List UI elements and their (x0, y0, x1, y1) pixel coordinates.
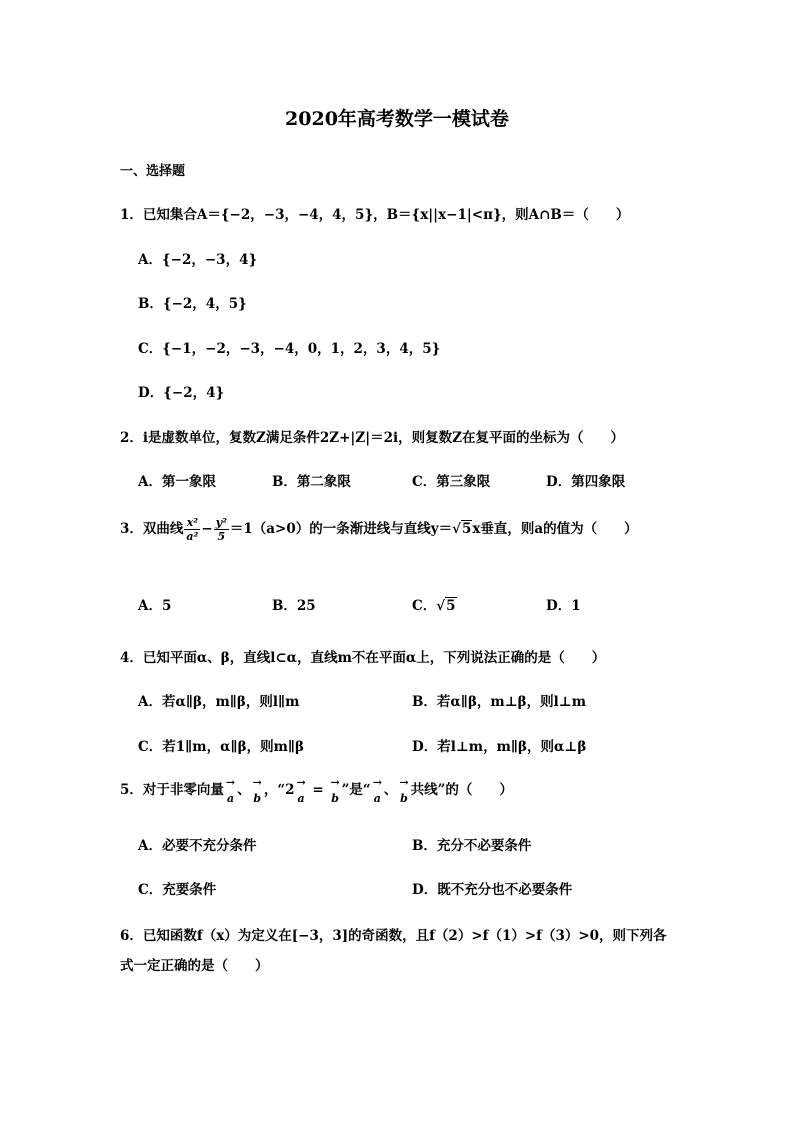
question-3-mid: 1（a>0）的一条渐进线与直线y＝ (243, 521, 453, 537)
vector-letter: b (331, 792, 339, 805)
question-2-option-d: D．第四象限 (546, 474, 626, 490)
question-5-option-b: B．充分不必要条件 (412, 838, 532, 854)
vector-arrow: → (225, 776, 236, 789)
question-3-option-c (412, 594, 457, 614)
separator: 、 (237, 782, 251, 798)
question-5-quote-end: 共线”的（ ） (410, 782, 513, 798)
vector-a (226, 778, 235, 804)
vector-a (297, 778, 306, 804)
question-3-option-a: A．5 (138, 598, 172, 614)
question-5-condition-start: ，“2 (263, 782, 295, 798)
vector-arrow: → (330, 776, 340, 789)
question-4-option-d: D．若l⊥m，m∥β，则α⊥β (412, 739, 587, 755)
question-4-option-b: B．若α∥β，m⊥β，则l⊥m (412, 694, 586, 710)
fraction-y-over-5 (214, 516, 229, 543)
question-5-option-c: C．充要条件 (138, 882, 217, 898)
question-5-option-a: A．必要不充分条件 (138, 838, 257, 854)
vector-letter: a (226, 792, 235, 805)
option-c-label: C． (412, 598, 437, 614)
vector-arrow: → (372, 776, 382, 789)
sqrt-radicand: 5 (446, 598, 456, 614)
question-5-prefix: 5．对于非零向量 (120, 782, 224, 798)
sqrt-expression: √5 (436, 598, 456, 614)
fraction-numerator: y² (215, 516, 227, 529)
vector-a (373, 778, 382, 804)
question-3-prefix: 3．双曲线 (120, 521, 184, 537)
separator: 、 (383, 782, 398, 798)
question-1-option-d: D．{−2，4} (138, 385, 225, 401)
question-2-option-a: A．第一象限 (138, 474, 216, 490)
question-1-stem: 1．已知集合A＝{−2，−3，−4，4，5}，B＝{x||x−1|<π}，则A∩B＝（ ） (120, 207, 630, 223)
vector-letter: b (253, 792, 262, 805)
fraction-denominator: 5 (217, 530, 226, 543)
question-6-stem-line-2: 式一定正确的是（ ） (120, 958, 269, 974)
question-4-option-a: A．若α∥β，m∥β，则l∥m (138, 694, 300, 710)
fraction-denominator: a² (186, 530, 199, 543)
question-4-stem: 4．已知平面α、β，直线l⊂α，直线m不在平面α上，下列说法正确的是（ ） (120, 650, 606, 666)
question-3-option-d: D．1 (546, 598, 581, 614)
fraction-numerator: x² (184, 516, 200, 530)
question-1-option-b: B．{−2，4，5} (138, 296, 247, 312)
question-3-stem (120, 516, 638, 543)
question-4-option-c: C．若1∥m，α∥β，则m∥β (138, 739, 304, 755)
vector-arrow: → (252, 776, 262, 789)
vector-arrow: → (399, 776, 409, 789)
equals-sign: = (307, 782, 329, 798)
minus-sign: − (201, 521, 213, 537)
vector-arrow: → (296, 776, 306, 789)
fraction-x-over-a (184, 516, 200, 543)
question-5-option-d: D．既不充分也不必要条件 (412, 882, 573, 898)
question-5-stem (120, 778, 513, 804)
page-title: 2020年高考数学一模试卷 (285, 108, 509, 130)
question-3-option-b: B．25 (272, 598, 316, 614)
question-1-option-a: A．{−2，−3，4} (138, 252, 258, 268)
vector-letter: a (373, 792, 381, 805)
question-6-stem-line-1: 6．已知函数f（x）为定义在[−3，3]的奇函数，且f（2）>f（1）>f（3）>0，则下列各 (120, 928, 667, 944)
vector-b (330, 778, 339, 804)
question-1-option-c: C．{−1，−2，−3，−4，0，1，2，3，4，5} (138, 341, 441, 357)
question-3-suffix: x垂直，则a的值为（ ） (472, 521, 638, 537)
sqrt-expression: √5 (452, 521, 472, 537)
vector-b (399, 778, 408, 804)
question-5-quote-mid: ”是“ (341, 782, 371, 798)
vector-b (253, 778, 262, 804)
section-heading: 一、选择题 (120, 164, 186, 179)
vector-letter: a (297, 792, 305, 805)
question-2-option-c: C．第三象限 (412, 474, 491, 490)
question-2-stem: 2．i是虚数单位，复数Z满足条件2Z+|Z|＝2i，则复数Z在复平面的坐标为（ ） (120, 430, 624, 446)
vector-letter: b (400, 792, 408, 805)
sqrt-radicand: 5 (461, 521, 472, 537)
equals-sign: ＝ (229, 521, 244, 537)
question-2-option-b: B．第二象限 (272, 474, 351, 490)
